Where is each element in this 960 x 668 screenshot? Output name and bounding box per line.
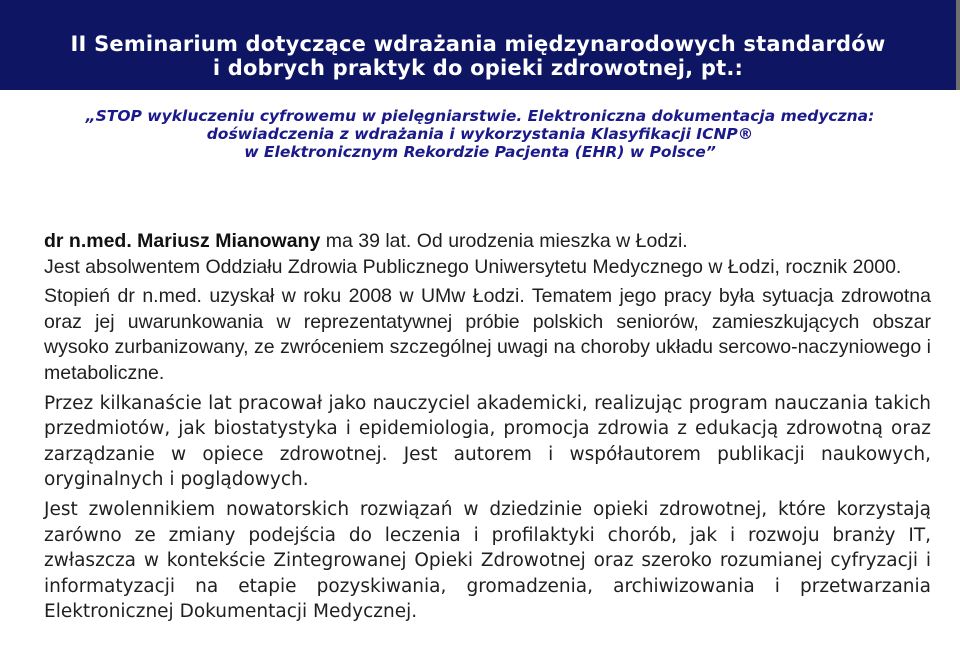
- bio-intro-paragraph: [44, 229, 931, 255]
- speaker-name: dr n.med. Mariusz Mianowany: [44, 230, 321, 252]
- bio-innovation-paragraph: Jest zwolennikiem nowatorskich rozwiązań w dziedzinie opieki zdrowotnej, które korzystają zarówno ze zmiany podejścia do leczenia i profilaktyki chorób, jak i rozwoju branży IT, zwłaszcza w kontekście Zintegrowanej Opieki Zdrowotnej oraz szeroko rozumianej cyfryzacji i informatyzacji na etapie pozyskiwania, gromadzenia, archiwizowania i przetwarzania Elektronicznej Dokumentacji Medycznej.: [44, 498, 931, 623]
- seminar-subtitle-line-2: doświadczenia z wdrażania i wykorzystania Klasyfikacji ICNP®: [206, 125, 754, 143]
- bio-content: [44, 229, 931, 625]
- bio-intro-text: ma 39 lat. Od urodzenia mieszka w Łodzi.: [320, 230, 688, 252]
- bio-degree-paragraph: [44, 284, 931, 386]
- banner-title-line-1: II Seminarium dotyczące wdrażania międzynarodowych standardów: [70, 32, 886, 56]
- bio-degree-rest: Tematem jego pracy była sytuacja zdrowotna oraz jej uwarunkowania w reprezentatywnej próbie polskich seniorów, zamieszkujących obszar wysoko zurbanizowany, ze zwróceniem szczególnej uwagi na choroby układu sercowo-naczyniowego i metaboliczne.: [44, 285, 931, 384]
- header-banner: [0, 0, 960, 90]
- seminar-subtitle-line-3: w Elektronicznym Rekordzie Pacjenta (EHR) w Polsce”: [244, 143, 716, 161]
- bio-teaching-paragraph: Przez kilkanaście lat pracował jako nauczyciel akademicki, realizując program nauczania takich przedmiotów, jak biostatystyka i epidemiologia, promocja zdrowia z edukacją zdrowotną oraz zarządzanie w opiece zdrowotnej. Jest autorem i współautorem publikacji naukowych, oryginalnych i poglądowych.: [44, 392, 931, 491]
- bio-degree-lead: Stopień dr n.med. uzyskał w roku 2008 w UMw Łodzi.: [44, 285, 525, 308]
- banner-title-line-2: i dobrych praktyk do opieki zdrowotnej, pt.:: [212, 56, 744, 80]
- seminar-subtitle-line-1: „STOP wykluczeniu cyfrowemu w pielęgniarstwie. Elektroniczna dokumentacja medyczna:: [85, 107, 875, 125]
- bio-graduate-paragraph: Jest absolwentem Oddziału Zdrowia Publicznego Uniwersytetu Medycznego w Łodzi, rocznik 2000.: [44, 255, 902, 278]
